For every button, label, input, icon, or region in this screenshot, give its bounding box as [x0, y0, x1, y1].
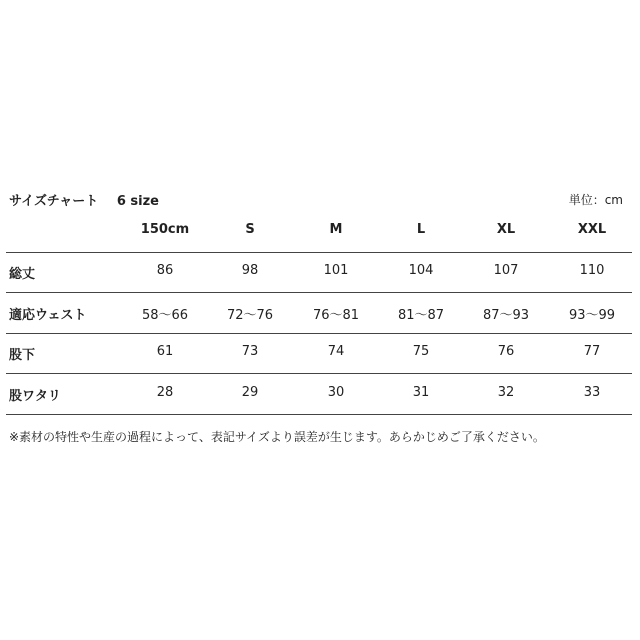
- table-cell: 73: [241, 344, 259, 359]
- row-label: 総丈: [9, 267, 36, 282]
- table-cell: 33: [583, 385, 601, 400]
- table-cell: 72〜76: [226, 308, 274, 323]
- column-header: S: [245, 222, 255, 237]
- table-divider: [6, 252, 632, 253]
- table-cell: 58〜66: [141, 308, 189, 323]
- table-cell: 75: [412, 344, 430, 359]
- unit-label: 単位：cm: [568, 193, 623, 207]
- table-cell: 81〜87: [397, 308, 445, 323]
- table-divider: [6, 292, 632, 293]
- table-cell: 29: [241, 385, 259, 400]
- row-label: 股下: [9, 348, 36, 363]
- size-chart-title: [9, 190, 159, 209]
- table-row: [0, 344, 640, 364]
- table-cell: 31: [412, 385, 430, 400]
- table-row: [0, 263, 640, 283]
- column-header: M: [329, 222, 343, 237]
- table-cell: 87〜93: [482, 308, 530, 323]
- table-divider: [6, 373, 632, 374]
- table-divider: [6, 333, 632, 334]
- table-divider: [6, 414, 632, 415]
- table-cell: 76: [497, 344, 515, 359]
- size-header-row: [0, 222, 640, 242]
- table-row: [0, 304, 640, 324]
- row-label: 股ワタリ: [9, 389, 61, 404]
- table-cell: 32: [497, 385, 515, 400]
- table-cell: 98: [241, 263, 259, 278]
- column-header: L: [416, 222, 426, 237]
- table-cell: 101: [323, 263, 349, 278]
- size-count-label: 6 size: [116, 194, 159, 209]
- table-cell: 93〜99: [568, 308, 616, 323]
- table-cell: 104: [408, 263, 434, 278]
- table-cell: 77: [583, 344, 601, 359]
- table-cell: 107: [493, 263, 519, 278]
- table-cell: 28: [156, 385, 174, 400]
- chart-title-text: サイズチャート: [9, 194, 99, 209]
- table-cell: 30: [327, 385, 345, 400]
- column-header: XL: [496, 222, 516, 237]
- column-header: XXL: [577, 222, 607, 237]
- table-row: [0, 385, 640, 405]
- table-cell: 61: [156, 344, 174, 359]
- disclaimer-note: ※素材の特性や生産の過程によって、表記サイズより誤差が生じます。あらかじめご了承ください。: [9, 430, 545, 444]
- table-cell: 74: [327, 344, 345, 359]
- table-cell: 86: [156, 263, 174, 278]
- row-label: 適応ウェスト: [9, 308, 87, 323]
- table-cell: 110: [579, 263, 605, 278]
- column-header: 150cm: [140, 222, 190, 237]
- table-cell: 76〜81: [312, 308, 360, 323]
